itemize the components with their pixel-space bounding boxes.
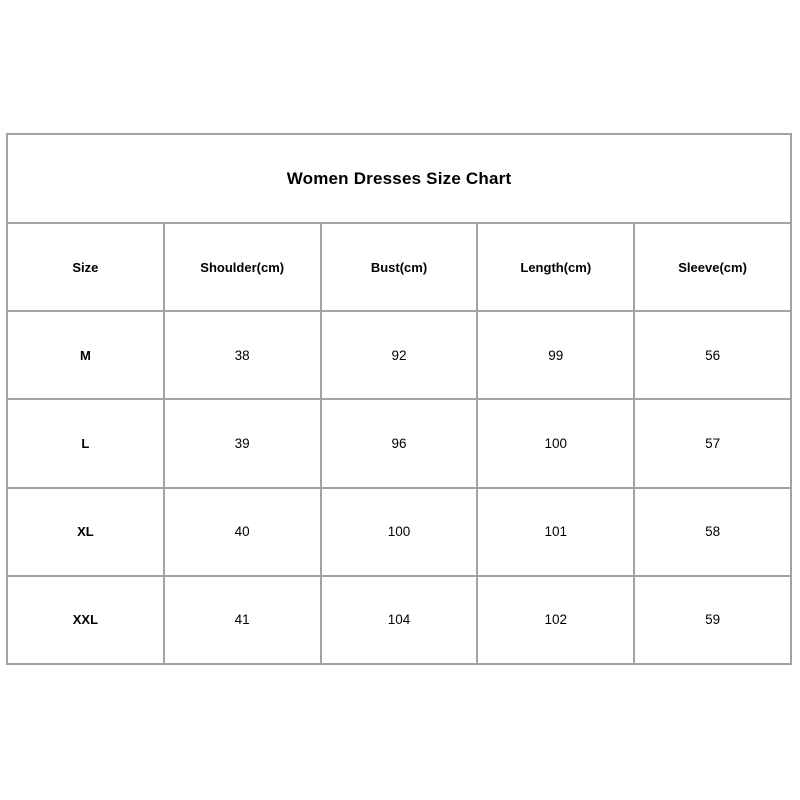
shoulder-value: 38 [164,311,321,399]
column-header-length: Length(cm) [477,223,634,311]
table-row-xl [7,488,791,576]
size-label: L [7,399,164,487]
length-value: 102 [477,576,634,664]
length-value: 99 [477,311,634,399]
shoulder-value: 39 [164,399,321,487]
column-header-bust: Bust(cm) [321,223,478,311]
column-header-size: Size [7,223,164,311]
shoulder-value: 41 [164,576,321,664]
table-header-row [7,223,791,311]
shoulder-value: 40 [164,488,321,576]
sleeve-value: 59 [634,576,791,664]
length-value: 100 [477,399,634,487]
column-header-sleeve: Sleeve(cm) [634,223,791,311]
bust-value: 96 [321,399,478,487]
table-row-l [7,399,791,487]
bust-value: 100 [321,488,478,576]
size-label: M [7,311,164,399]
length-value: 101 [477,488,634,576]
sleeve-value: 57 [634,399,791,487]
table-title-row [7,134,791,223]
column-header-shoulder: Shoulder(cm) [164,223,321,311]
bust-value: 104 [321,576,478,664]
size-chart-table [6,133,792,665]
table-row-m [7,311,791,399]
sleeve-value: 56 [634,311,791,399]
size-label: XL [7,488,164,576]
bust-value: 92 [321,311,478,399]
table-title: Women Dresses Size Chart [7,134,791,223]
sleeve-value: 58 [634,488,791,576]
table-row-xxl [7,576,791,664]
size-chart-container [6,133,792,665]
size-label: XXL [7,576,164,664]
